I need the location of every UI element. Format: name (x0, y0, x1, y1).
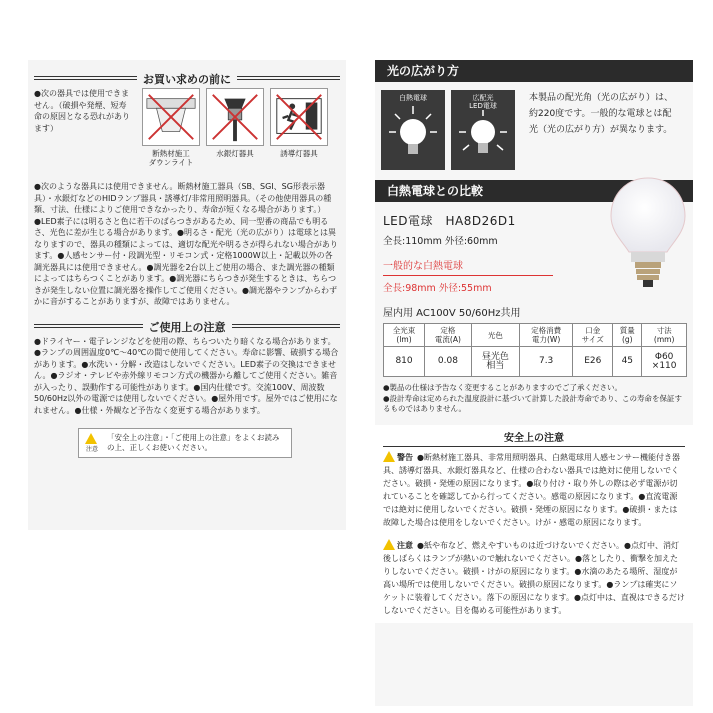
fixture-mercury (206, 88, 264, 167)
incandescent-heading: 一般的な白熱電球 (383, 261, 463, 272)
caution-badge: 注意 (383, 539, 413, 552)
incandescent-bulb-icon (381, 102, 445, 168)
purchase-body-text: ●次のような器具には使用できません。断熱材施工器具（SB、SGI、SG形表示器具）・水銀灯などのHIDランプ器具・誘導灯/非常用照明器具。（その他使用器具の種類、寸法、仕様によりご使用できなかったり、寿命が短くなる場合があります。）●LED素子には明るさと色に若干のばらつきがあるため、同一型番の商品でも明るさ、光色に差が生じる場合があります。●明るさ・配光（光の広がり）は電球とは異なりますので、器具の種類によっては、適切な配光や明るさが得られない場合があります。●人感センサー付・段調光型・リモコン式・定格1000W以上・記載以外の各調光器具には使用できません。●調光器を2台以上ご使用の場合、また調光器の種類によってはちらつくことがあります。●調光器にちらつきが発生するときは、ちらつきが発生しない位置に調光器を操作してご使用ください。●調光器やランプからわずかに音がすることがありますが、故障ではありません。 (34, 182, 338, 306)
incompatible-fixtures (28, 88, 346, 167)
mercury-lamp-icon (206, 88, 264, 146)
spec-value-row (384, 347, 687, 377)
spec-value: Φ60 ×110 (642, 347, 687, 377)
spec-header: 質量 (g) (613, 324, 642, 347)
fixture-exit-label: 誘導灯器具 (280, 149, 318, 158)
spec-value: 810 (384, 347, 425, 377)
led-dimensions: 全長:110mm 外径:60mm (383, 236, 498, 247)
red-divider (383, 275, 553, 276)
fixture-icons (142, 88, 328, 167)
warning-badge: 警告 (383, 451, 413, 464)
spec-value: 7.3 (520, 347, 573, 377)
spec-value: E26 (573, 347, 613, 377)
spec-header: 光色 (471, 324, 519, 347)
read-notice-box (78, 428, 292, 458)
caution-badge: 注意 (85, 433, 99, 453)
spec-value: 0.08 (425, 347, 472, 377)
usage-environment: 屋内用 AC100V 50/60Hz共用 (383, 308, 521, 319)
warning-text: ●断熱材施工器具、非常用照明器具、白熱電球用人感センサー機能付き器具、誘導灯器具、水銀灯器具など、仕様の合わない器具では絶対に使用しないでください。破損・発煙の原因になります。●取り付け・取り外しの際は必ず電源が切れていることを確認してから行ってください。感電の原因になります。●直流電源では絶対に使用しないでください。破損・発煙の原因になります。●破損・または故障した場合は使用をしないでください。けが・感電の原因になります。 (383, 452, 680, 527)
caution-triangle-icon (383, 539, 395, 550)
incandescent-panel: 白熱電球 (381, 90, 445, 170)
spec-header: 定格 電流(A) (425, 324, 472, 347)
spread-heading: 光の広がり方 (375, 60, 693, 82)
spec-header: 定格消費 電力(W) (520, 324, 573, 347)
warning-triangle-icon (383, 451, 395, 462)
led-bulb-icon (451, 110, 515, 168)
fixture-downlight-label: 断熱材施工 ダウンライト (148, 149, 194, 167)
usage-body-text: ●ドライヤー・電子レンジなどを使用の際、ちらついたり暗くなる場合があります。●ランプの周囲温度0℃～40℃の間で使用してください。寿命に影響、破損する場合があります。●水洗い・分解・改造はしないでください。LED素子の交換はできません。●ラジオ・テレビや赤外線リモコン方式の機器から離してご使用ください。雑音が入ったり、誤動作する可能性があります。●国内仕様です。交流100V、周波数50/60Hz以外の電源では使用しないでください。●屋外用です。屋外ではご使用になれません。●仕様・外観など予告なく変更する場合があります。 (34, 336, 339, 415)
caution-text: ●紙や布など、燃えやすいものは近づけないでください。●点灯中、消灯後しばらくはランプが熱いので触れないでください。●落としたり、衝撃を加えたりしないでください。破損・けがの原因になります。●水滴のあたる場所、湿度が高い場所では使用しないでください。破損の原因になります。●ランプは確実にソケットに装着してください。落下の原因になります。●点灯中は、直視はできるだけしないでください。目を傷める可能性があります。 (383, 540, 685, 615)
light-spread-section (375, 82, 693, 170)
spec-notes (375, 377, 693, 415)
warning-triangle-icon (85, 433, 97, 444)
compare-heading: 白熱電球との比較 (375, 180, 693, 202)
spec-notes-text: ●製品の仕様は予告なく変更することがありますのでご了承ください。 ●設計寿命は定められた温度設計に基づいて計算した設計寿命であり、この寿命を保証するものではありません。 (383, 383, 683, 413)
led-bulb-photo (605, 172, 691, 296)
spec-table (383, 323, 687, 377)
left-column (28, 60, 346, 530)
spec-header: 寸法 (mm) (642, 324, 687, 347)
fixture-exit (270, 88, 328, 167)
safety-section (375, 425, 693, 623)
exit-sign-icon (270, 88, 328, 146)
spec-header: 全光束 (lm) (384, 324, 425, 347)
spec-value: 昼光色 相当 (471, 347, 519, 377)
fixture-downlight (142, 88, 200, 167)
incandescent-dimensions: 全長:98mm 外径:55mm (383, 283, 492, 294)
warning-block (383, 451, 685, 529)
right-column (375, 60, 693, 706)
comparison-section (375, 202, 693, 377)
read-notice-text: 「安全上の注意」・「ご使用上の注意」をよくお読みの上、正しくお使いください。 (107, 433, 280, 452)
led-panel: 広配光 LED電球 (451, 90, 515, 170)
downlight-insulation-icon (142, 88, 200, 146)
spec-header: 口金 サイズ (573, 324, 613, 347)
caution-block (383, 539, 685, 617)
safety-heading: 安全上の注意 (383, 425, 685, 447)
spec-value: 45 (613, 347, 642, 377)
spec-header-row (384, 324, 687, 347)
fixture-mercury-label: 水銀灯器具 (216, 149, 254, 158)
purchase-section-heading: お買い求めの前に (34, 68, 340, 84)
usage-section-heading: ご使用上の注意 (34, 316, 340, 332)
purchase-intro-text: ●次の器具では使用できません。（破損や発煙、短寿命の原因となる恐れがあります） (34, 89, 130, 133)
model-number: LED電球 HA8D26D1 (383, 214, 516, 228)
spread-description: 本製品の配光角（光の広がり）は、約220度です。一般的な電球とは配光（光の広がり方）が異なります。 (529, 93, 674, 135)
